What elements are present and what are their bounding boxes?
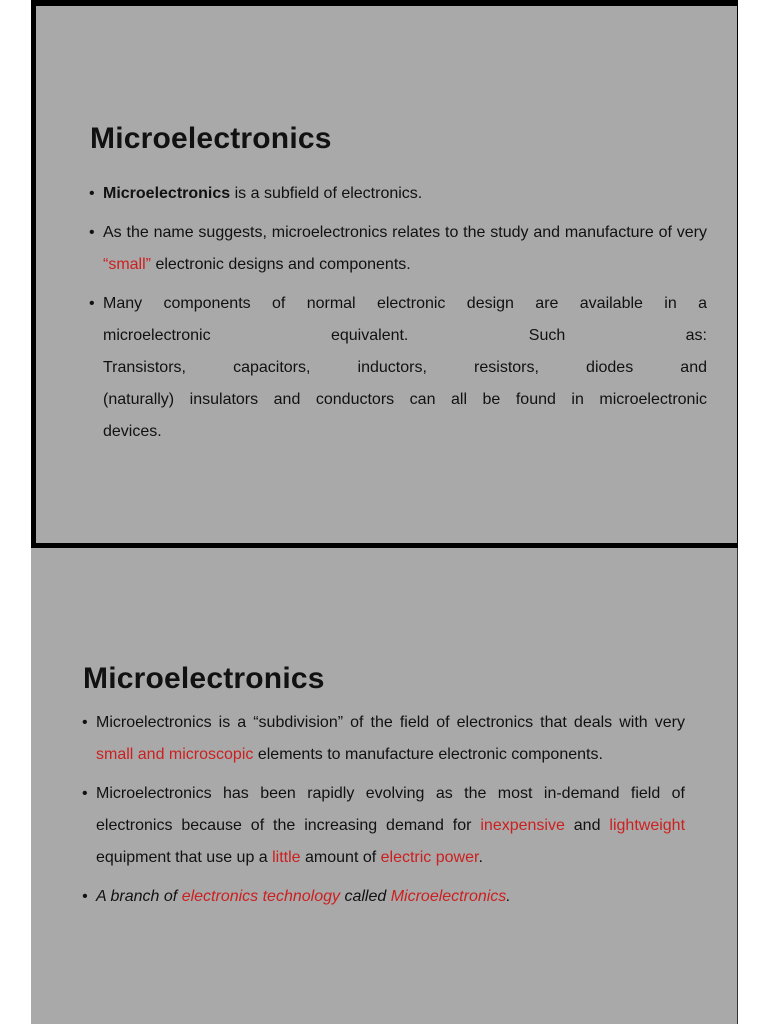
bullet-text: amount of [300, 849, 381, 866]
slide-2-title: Microelectronics [83, 662, 325, 695]
slide-1-title: Microelectronics [90, 122, 332, 155]
bullet-item [87, 217, 707, 281]
bullet-dot-icon: • [82, 714, 88, 731]
highlighted-text: electronics technology [181, 888, 340, 905]
bullet-dot-icon: • [89, 224, 95, 241]
highlighted-text: electric power [380, 849, 479, 866]
bullet-line: Transistors, capacitors, inductors, resistors, diodes and [103, 359, 707, 376]
bullet-text: and [564, 817, 610, 834]
highlighted-text: small and microscopic [96, 746, 254, 763]
highlighted-text: Microelectronics [390, 888, 507, 905]
bullet-text: called [340, 888, 391, 905]
bullet-item [80, 707, 685, 771]
bullet-text: elements to manufacture electronic components. [253, 746, 603, 763]
slide-1-bullet-list [87, 176, 707, 448]
slide-2-bullet-list [80, 707, 685, 913]
bullet-dot-icon: • [89, 185, 95, 202]
bullet-text: A branch of [96, 888, 182, 905]
highlighted-text: lightweight [609, 817, 686, 834]
bullet-text: Microelectronics is a “subdivision” of the field of electronics that deals with very [96, 714, 685, 731]
bullet-text: electronic designs and components. [151, 256, 411, 273]
bullet-text: is a subfield of electronics. [230, 185, 423, 202]
highlighted-text: little [272, 849, 301, 866]
bold-term: Microelectronics [103, 185, 231, 202]
bullet-line: devices. [103, 423, 162, 440]
bullet-item [80, 881, 685, 913]
slide-1 [31, 0, 738, 548]
bullet-text: As the name suggests, microelectronics relates to the study and manufacture of very [103, 224, 707, 241]
bullet-item [87, 178, 707, 210]
highlighted-text: inexpensive [480, 817, 565, 834]
bullet-dot-icon: • [82, 785, 88, 802]
bullet-line: (naturally) insulators and conductors can all be found in microelectronic [103, 391, 707, 408]
bullet-text: Microelectronics has been rapidly evolving as the most in-demand field of electronics because of the increasing demand for [96, 785, 685, 834]
bullet-line: microelectronic equivalent. Such as: [103, 327, 707, 344]
bullet-text: equipment that use up a [96, 849, 273, 866]
bullet-dot-icon: • [82, 888, 88, 905]
bullet-item [80, 778, 685, 874]
slide-2 [31, 548, 738, 1024]
bullet-item [87, 288, 707, 448]
bullet-line: Many components of normal electronic design are available in a [103, 295, 707, 312]
bullet-text: . [506, 888, 511, 905]
bullet-dot-icon: • [89, 295, 95, 312]
highlighted-text: “small” [103, 256, 151, 273]
bullet-text: . [478, 849, 483, 866]
